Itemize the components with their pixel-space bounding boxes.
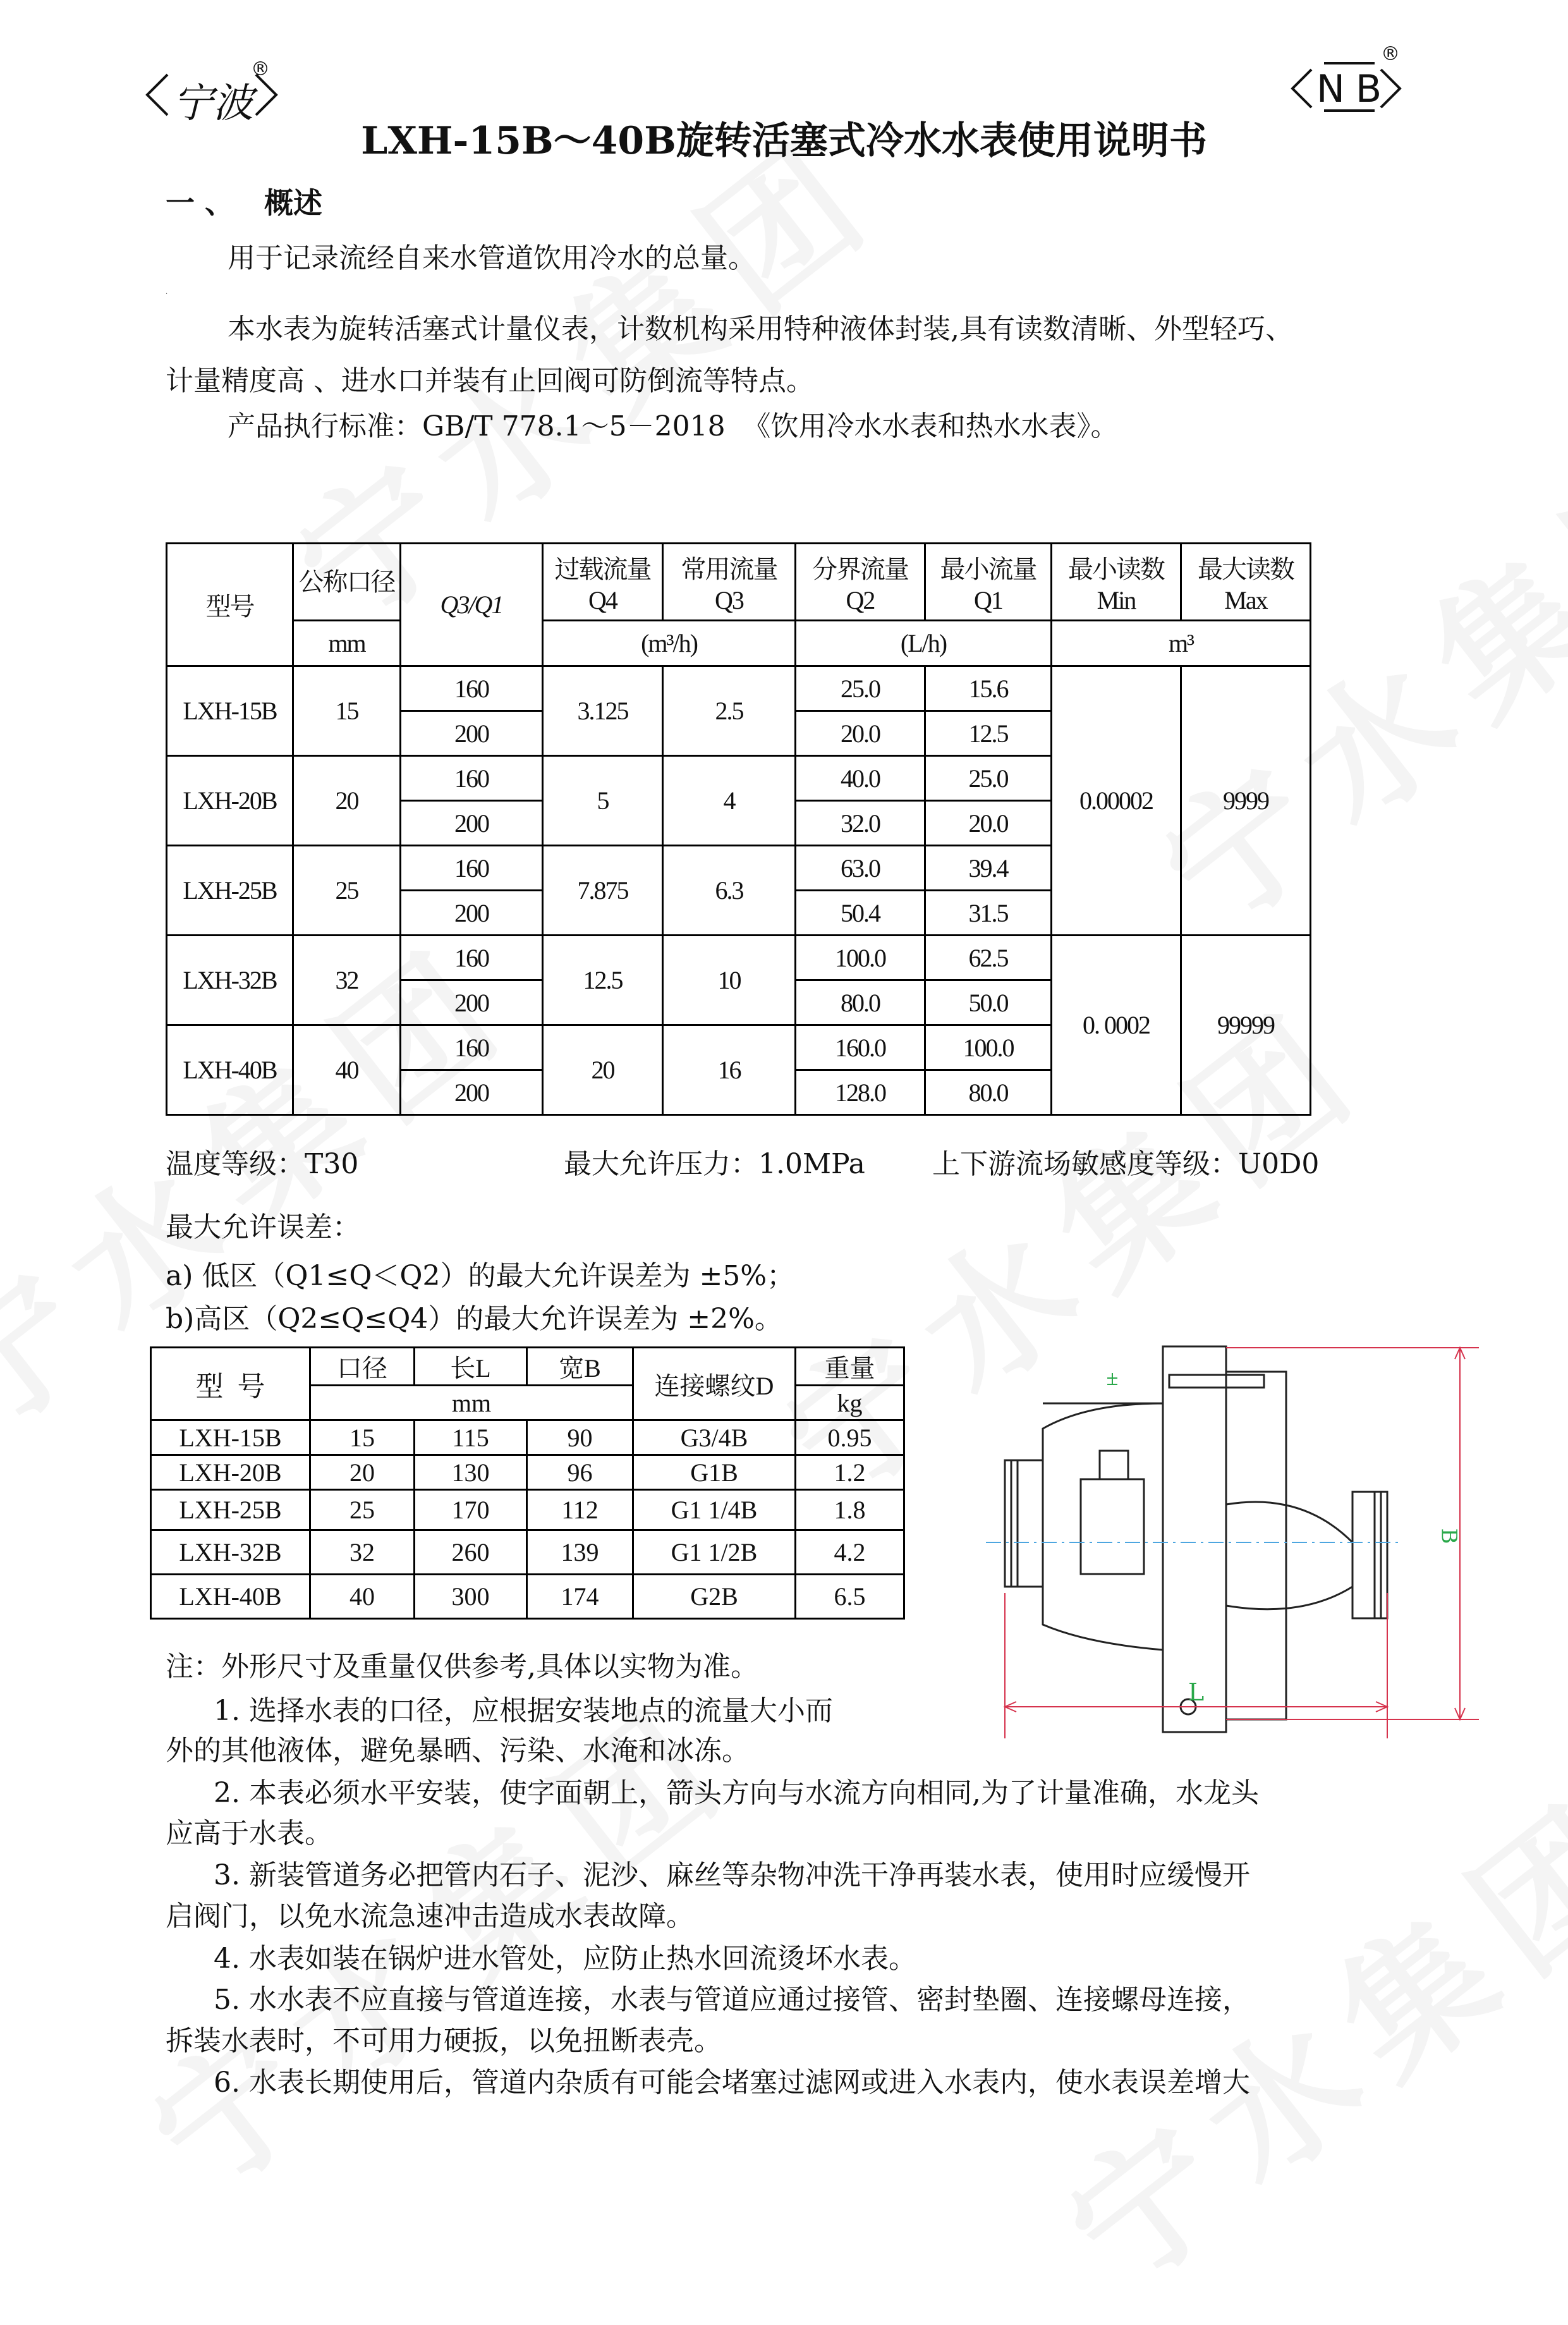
- mpe-high-zone: b)高区（Q2≤Q≤Q4）的最大允许误差为 ±2%。: [166, 1303, 782, 1335]
- table-cell: 0. 0002: [1052, 936, 1181, 1115]
- nb-logo: [1286, 44, 1419, 114]
- table-cell: LXH-20B: [151, 1455, 310, 1490]
- table-cell: 80.0: [925, 1070, 1052, 1115]
- paragraph: 用于记录流经自来水管道饮用冷水的总量。: [228, 242, 756, 274]
- table-cell: 40: [293, 1025, 401, 1115]
- table-cell: 5: [543, 756, 663, 846]
- table-cell: LXH-20B: [167, 756, 293, 846]
- table-cell: 1.8: [796, 1490, 904, 1530]
- header-overload-label: 过载流量: [554, 554, 651, 583]
- table-cell: 160: [401, 1025, 543, 1070]
- dim-header-thread: 连接螺纹D: [633, 1348, 796, 1420]
- nb-logo-n: N: [1316, 67, 1345, 111]
- table-cell: 80.0: [796, 980, 925, 1025]
- water-meter-outline-icon: [948, 1334, 1492, 1738]
- table-cell: 100.0: [925, 1025, 1052, 1070]
- table-cell: 20.0: [925, 801, 1052, 846]
- table-cell: 2.5: [663, 666, 796, 756]
- header-ratio: Q3/Q1: [401, 544, 543, 666]
- table-cell: 16: [663, 1025, 796, 1115]
- mpe-low-zone: a) 低区（Q1≤Q＜Q2）的最大允许误差为 ±5%；: [166, 1260, 795, 1292]
- table-cell: G1 1/4B: [633, 1490, 796, 1530]
- table-cell: 160: [401, 936, 543, 980]
- unit-mm: mm: [293, 621, 401, 666]
- table-cell: 0.95: [796, 1420, 904, 1455]
- header-model: 型号: [167, 544, 293, 666]
- table-cell: 139: [527, 1530, 633, 1575]
- table-cell: 20.0: [796, 711, 925, 756]
- table-cell: G1B: [633, 1455, 796, 1490]
- header-overload: [543, 544, 663, 621]
- table-cell: 200: [401, 801, 543, 846]
- header-minimum-symbol: Q1: [974, 585, 1002, 614]
- rating-pressure: 最大允许压力：1.0MPa: [564, 1148, 865, 1180]
- dimension-label-l: L: [1188, 1678, 1205, 1706]
- table-cell: LXH-40B: [151, 1575, 310, 1619]
- instruction-3: 3. 新装管道务必把管内石子、泥沙、麻丝等杂物冲洗干净再装水表，使用时应缓慢开: [214, 1859, 1250, 1891]
- instruction-1: 1. 选择水表的口径，应根据安装地点的流量大小而: [214, 1695, 833, 1727]
- table-cell: 99999: [1181, 936, 1311, 1115]
- header-min-reading-label: 最小读数: [1068, 554, 1164, 583]
- paragraph: 计量精度高 、进水口并装有止回阀可防倒流等特点。: [166, 365, 814, 397]
- paragraph: 产品执行标准：GB/T 778.1～5－2018 《饮用冷水水表和热水水表》。: [228, 410, 1119, 442]
- dim-header-weight: 重量: [796, 1348, 904, 1386]
- instruction-2: 2. 本表必须水平安装，使字面朝上，箭头方向与水流方向相同,为了计量准确，水龙头: [214, 1777, 1259, 1809]
- table-cell: 130: [415, 1455, 527, 1490]
- table-cell: 25: [293, 846, 401, 936]
- instruction-4: 4. 水表如装在锅炉进水管处，应防止热水回流烫坏水表。: [214, 1943, 916, 1975]
- table-cell: 200: [401, 1070, 543, 1115]
- table-cell: 100.0: [796, 936, 925, 980]
- table-cell: 1.2: [796, 1455, 904, 1490]
- dim-header-l: 长L: [415, 1348, 527, 1386]
- table-cell: 15: [310, 1420, 415, 1455]
- header-transitional-label: 分界流量: [812, 554, 908, 583]
- dim-unit-kg: kg: [796, 1386, 904, 1420]
- table-cell: 260: [415, 1530, 527, 1575]
- header-max-reading: [1181, 544, 1311, 621]
- header-permanent: [663, 544, 796, 621]
- dim-header-dn: 口径: [310, 1348, 415, 1386]
- table-cell: 40: [310, 1575, 415, 1619]
- table-cell: 10: [663, 936, 796, 1025]
- table-cell: 174: [527, 1575, 633, 1619]
- rating-sensitivity: 上下游流场敏感度等级：U0D0: [932, 1148, 1320, 1180]
- table-cell: 160: [401, 756, 543, 801]
- table-cell: 20: [293, 756, 401, 846]
- table-cell: LXH-32B: [167, 936, 293, 1025]
- water-meter-drawing: [948, 1334, 1492, 1738]
- table-cell: LXH-32B: [151, 1530, 310, 1575]
- unit-m3h: (m³/h): [543, 621, 796, 666]
- table-cell: 9999: [1181, 666, 1311, 936]
- tiny-marker: ·: [166, 291, 168, 298]
- instruction-2-cont: 应高于水表。: [166, 1817, 332, 1850]
- instruction-5: 5. 水水表不应直接与管道连接，水表与管道应通过接管、密封垫圈、连接螺母连接，: [214, 1984, 1250, 2016]
- table-cell: 160: [401, 666, 543, 711]
- header-permanent-label: 常用流量: [681, 554, 777, 583]
- table-cell: 39.4: [925, 846, 1052, 891]
- header-minimum: [925, 544, 1052, 621]
- table-cell: 15: [293, 666, 401, 756]
- table-cell: 4: [663, 756, 796, 846]
- table-cell: 112: [527, 1490, 633, 1530]
- spec-table: [166, 542, 1311, 1116]
- document-title: LXH-15B～40B旋转活塞式冷水水表使用说明书: [361, 119, 1207, 163]
- table-cell: 115: [415, 1420, 527, 1455]
- table-cell: LXH-15B: [151, 1420, 310, 1455]
- table-cell: 32: [293, 936, 401, 1025]
- table-cell: 200: [401, 980, 543, 1025]
- dim-header-b: 宽B: [527, 1348, 633, 1386]
- table-cell: G3/4B: [633, 1420, 796, 1455]
- dim-unit-mm: mm: [310, 1386, 633, 1420]
- table-cell: G1 1/2B: [633, 1530, 796, 1575]
- header-min-reading: [1052, 544, 1181, 621]
- table-cell: LXH-25B: [151, 1490, 310, 1530]
- table-cell: 6.5: [796, 1575, 904, 1619]
- registered-mark: ®: [1381, 43, 1400, 65]
- instruction-6: 6. 水表长期使用后，管道内杂质有可能会堵塞过滤网或进入水表内，使水表误差增大: [214, 2066, 1250, 2099]
- table-cell: 200: [401, 891, 543, 936]
- header-overload-symbol: Q4: [588, 585, 617, 614]
- dimension-table: [150, 1346, 905, 1620]
- table-cell: G2B: [633, 1575, 796, 1619]
- table-cell: 20: [310, 1455, 415, 1490]
- registered-mark: ®: [251, 58, 270, 80]
- note-reference: 注：外形尺寸及重量仅供参考,具体以实物为准。: [166, 1651, 758, 1683]
- table-cell: 15.6: [925, 666, 1052, 711]
- header-transitional-symbol: Q2: [846, 585, 875, 614]
- table-cell: 6.3: [663, 846, 796, 936]
- table-cell: 31.5: [925, 891, 1052, 936]
- mpe-heading: 最大允许误差：: [166, 1211, 360, 1243]
- table-cell: 3.125: [543, 666, 663, 756]
- table-cell: 300: [415, 1575, 527, 1619]
- table-cell: 63.0: [796, 846, 925, 891]
- table-cell: 96: [527, 1455, 633, 1490]
- rating-temperature: 温度等级：T30: [166, 1148, 359, 1180]
- table-cell: 4.2: [796, 1530, 904, 1575]
- instruction-1-cont: 外的其他液体，避免暴晒、污染、水淹和冰冻。: [166, 1735, 750, 1767]
- dim-header-model: 型 号: [151, 1348, 310, 1420]
- table-cell: 12.5: [925, 711, 1052, 756]
- table-cell: 32: [310, 1530, 415, 1575]
- table-cell: LXH-15B: [167, 666, 293, 756]
- section-heading: 一 、 概述: [166, 186, 323, 220]
- table-cell: 7.875: [543, 846, 663, 936]
- table-cell: 160.0: [796, 1025, 925, 1070]
- header-min-reading-en: Min: [1097, 585, 1136, 614]
- ningbo-logo-text: 宁波: [173, 80, 253, 127]
- header-permanent-symbol: Q3: [715, 585, 743, 614]
- table-cell: 32.0: [796, 801, 925, 846]
- table-cell: 62.5: [925, 936, 1052, 980]
- header-minimum-label: 最小流量: [940, 554, 1036, 583]
- unit-lh: (L/h): [796, 621, 1052, 666]
- table-cell: 200: [401, 711, 543, 756]
- instruction-3-cont: 启阀门，以免水流急速冲击造成水表故障。: [166, 1900, 694, 1932]
- table-cell: 50.0: [925, 980, 1052, 1025]
- header-nominal: 公称口径: [293, 544, 401, 621]
- watermark: [1019, 1740, 1568, 2325]
- table-cell: 25.0: [925, 756, 1052, 801]
- unit-m3: m³: [1052, 621, 1311, 666]
- table-cell: 40.0: [796, 756, 925, 801]
- header-max-reading-en: Max: [1224, 585, 1267, 614]
- table-cell: 0.00002: [1052, 666, 1181, 936]
- table-cell: 25.0: [796, 666, 925, 711]
- table-cell: 160: [401, 846, 543, 891]
- header-max-reading-label: 最大读数: [1198, 554, 1294, 583]
- table-cell: 12.5: [543, 936, 663, 1025]
- table-cell: LXH-40B: [167, 1025, 293, 1115]
- table-cell: 170: [415, 1490, 527, 1530]
- dimension-label-b: B: [1436, 1528, 1462, 1544]
- table-cell: LXH-25B: [167, 846, 293, 936]
- header-transitional: [796, 544, 925, 621]
- instruction-5-cont: 拆装水表时，不可用力硬扳，以免扭断表壳。: [166, 2025, 722, 2057]
- nb-logo-b: B: [1356, 67, 1382, 111]
- paragraph: 本水表为旋转活塞式计量仪表，计数机构采用特种液体封装,具有读数清晰、外型轻巧、: [228, 313, 1293, 345]
- table-cell: 25: [310, 1490, 415, 1530]
- table-cell: 90: [527, 1420, 633, 1455]
- table-cell: 50.4: [796, 891, 925, 936]
- table-cell: 20: [543, 1025, 663, 1115]
- table-cell: 128.0: [796, 1070, 925, 1115]
